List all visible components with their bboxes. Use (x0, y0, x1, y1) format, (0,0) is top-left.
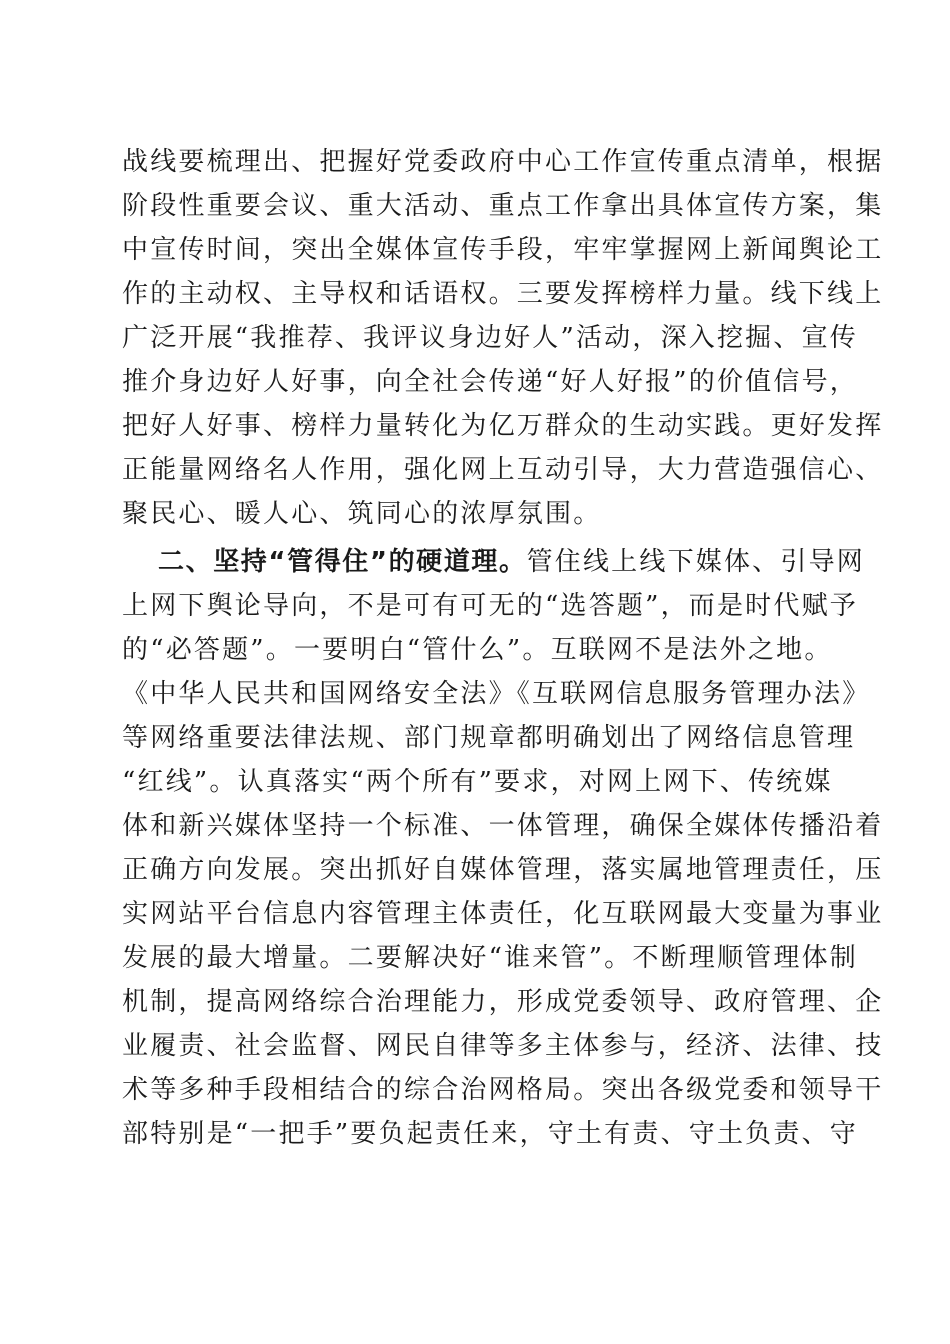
paragraph-line: 正能量网络名人作用，强化网上互动引导，大力营造强信心、 (122, 455, 884, 485)
section-heading-line (158, 540, 865, 584)
paragraph-line: 《中华人民共和国网络安全法》《互联网信息服务管理办法》 (122, 679, 871, 709)
paragraph-line: 广泛开展“我推荐、我评议身边好人”活动，深入挖掘、宣传 (122, 323, 858, 353)
paragraph-line: “红线”。认真落实“两个所有”要求，对网上网下、传统媒 (122, 767, 833, 797)
paragraph-line: 发展的最大增量。二要解决好“谁来管”。不断理顺管理体制 (122, 943, 858, 973)
paragraph-line: 正确方向发展。突出抓好自媒体管理，落实属地管理责任，压 (122, 855, 884, 885)
paragraph-line: 把好人好事、榜样力量转化为亿万群众的生动实践。更好发挥 (122, 411, 884, 441)
paragraph-line: 等网络重要法律法规、部门规章都明确划出了网络信息管理 (122, 723, 856, 753)
paragraph-line: 上网下舆论导向，不是可有可无的“选答题”，而是时代赋予 (122, 591, 858, 621)
paragraph-line: 实网站平台信息内容管理主体责任，化互联网最大变量为事业 (122, 899, 884, 929)
paragraph-line: 术等多种手段相结合的综合治网格局。突出各级党委和领导干 (122, 1075, 884, 1105)
paragraph-line: 推介身边好人好事，向全社会传递“好人好报”的价值信号， (122, 367, 858, 397)
paragraph-line: 聚民心、暖人心、筑同心的浓厚氛围。 (122, 499, 602, 529)
paragraph-line: 阶段性重要会议、重大活动、重点工作拿出具体宣传方案，集 (122, 191, 884, 221)
paragraph-line: 的“必答题”。一要明白“管什么”。互联网不是法外之地。 (122, 635, 833, 665)
paragraph-line: 战线要梳理出、把握好党委政府中心工作宣传重点清单，根据 (122, 147, 884, 177)
paragraph-line: 机制，提高网络综合治理能力，形成党委领导、政府管理、企 (122, 987, 884, 1017)
paragraph-line: 中宣传时间，突出全媒体宣传手段，牢牢掌握网上新闻舆论工 (122, 235, 884, 265)
section-heading: 二、坚持“管得住”的硬道理。 (158, 547, 527, 577)
paragraph-line: 业履责、社会监督、网民自律等多主体参与，经济、法律、技 (122, 1031, 884, 1061)
paragraph-line: 作的主动权、主导权和话语权。三要发挥榜样力量。线下线上 (122, 279, 884, 309)
paragraph-line: 体和新兴媒体坚持一个标准、一体管理，确保全媒体传播沿着 (122, 811, 884, 841)
section-heading-rest: 管住线上线下媒体、引导网 (526, 547, 865, 577)
paragraph-line: 部特别是“一把手”要负起责任来，守土有责、守土负责、守 (122, 1119, 858, 1149)
